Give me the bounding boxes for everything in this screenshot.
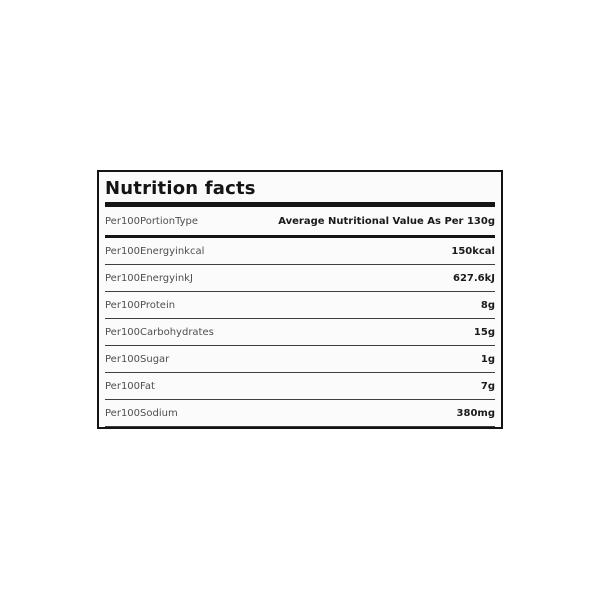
nutrition-facts-card [97, 170, 503, 429]
nutrition-table-row [105, 238, 495, 265]
nutrition-table-row [105, 400, 495, 427]
nutrient-value: 8g [480, 299, 495, 311]
nutrient-value: 380mg [456, 407, 495, 419]
header-portion-type-label: Per100PortionType [105, 215, 199, 227]
header-average-value-label: Average Nutritional Value As Per 130g [278, 215, 495, 227]
nutrient-value: 1g [480, 353, 495, 365]
table-header-row [105, 207, 495, 235]
nutrient-value: 7g [480, 380, 495, 392]
nutrition-facts-title: Nutrition facts [105, 178, 256, 199]
nutrition-table-row [105, 346, 495, 373]
nutrient-name: Per100Sugar [105, 353, 170, 365]
nutrient-value: 15g [473, 326, 495, 338]
nutrient-value: 150kcal [451, 245, 495, 257]
nutrient-name: Per100Fat [105, 380, 155, 392]
nutrient-value: 627.6kJ [452, 272, 495, 284]
nutrient-name: Per100EnergyinkJ [105, 272, 193, 284]
nutrition-table-row [105, 292, 495, 319]
nutrient-name: Per100Protein [105, 299, 176, 311]
nutrient-name: Per100Energyinkcal [105, 245, 205, 257]
nutrient-name: Per100Sodium [105, 407, 178, 419]
nutrition-table-row [105, 373, 495, 400]
nutrition-table-row [105, 319, 495, 346]
nutrition-table-row [105, 265, 495, 292]
nutrient-name: Per100Carbohydrates [105, 326, 214, 338]
nutrition-rows [105, 238, 495, 427]
